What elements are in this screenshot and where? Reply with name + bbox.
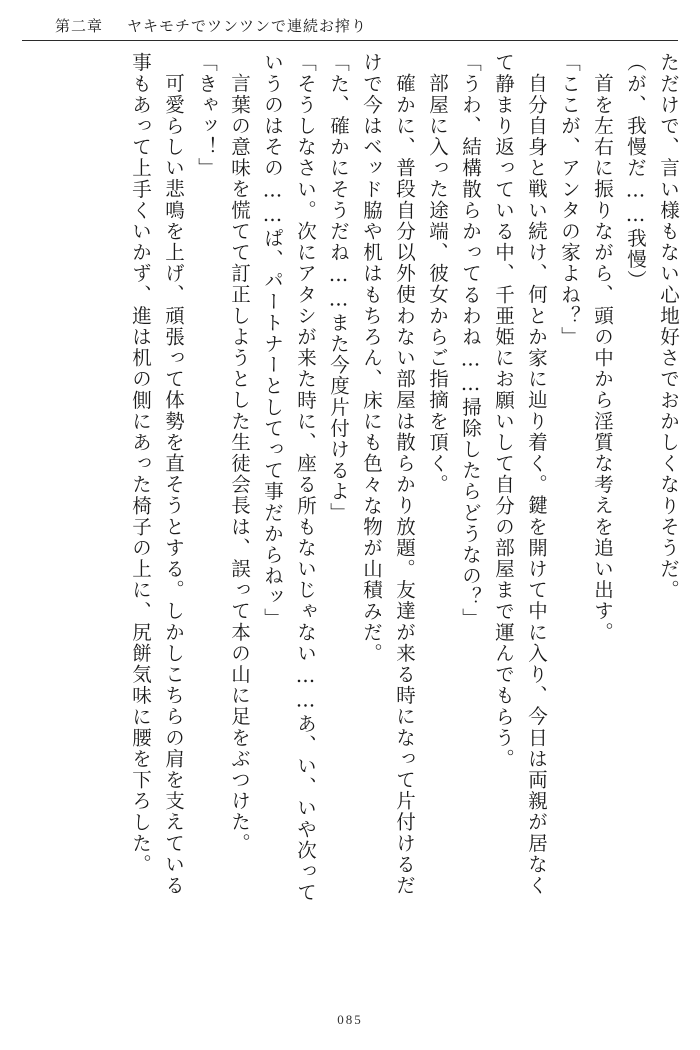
- text-column: 確かに、普段自分以外使わない部屋は散らかり放題。友達が来る時になって片付けるだ: [393, 73, 416, 896]
- page-number: 085: [337, 1012, 363, 1027]
- text-column: いうのはその……ぱ、パートナーとしてって事だからねッ」: [261, 52, 284, 629]
- text-column: 「た、確かにそうだね……また今度片付けるよ」: [327, 52, 350, 524]
- text-column: 可愛らしい悲鳴を上げ、頑張って体勢を直そうとする。しかしこちらの肩を支えている: [162, 73, 185, 896]
- header-divider: [22, 40, 678, 41]
- text-column: 部屋に入った途端、彼女からご指摘を頂く。: [426, 73, 449, 495]
- text-column: 「ここが、アンタの家よね？」: [558, 52, 581, 348]
- chapter-title: ヤキモチでツンツンで連続お搾り: [127, 18, 368, 35]
- vertical-text-body: [22, 52, 678, 982]
- text-column: 「きゃッ！」: [195, 52, 218, 179]
- text-column: 事もあって上手くいかず、進は机の側にあった椅子の上に、尻餅気味に腰を下ろした。: [129, 52, 152, 875]
- text-column: （が、我慢だ……我慢）: [624, 52, 647, 292]
- text-column: ただけで、言い様もない心地好さでおかしくなりそうだ。: [657, 52, 680, 601]
- running-head: [0, 8, 700, 42]
- text-column: 自分自身と戦い続け、何とか家に辿り着く。鍵を開けて中に入り、今日は両親が居なく: [525, 73, 548, 896]
- text-column: 首を左右に振りながら、頭の中から淫質な考えを追い出す。: [591, 73, 614, 643]
- text-column: 言葉の意味を慌てて訂正しようとした生徒会長は、誤って本の山に足をぶつけた。: [228, 73, 251, 854]
- text-column: けで今はベッド脇や机はもちろん、床にも色々な物が山積みだ。: [360, 52, 383, 664]
- text-column: 「そうしなさい。次にアタシが来た時に、座る所もないじゃない……あ、い、いや次って: [294, 52, 317, 903]
- chapter-label: 第二章: [55, 18, 104, 35]
- text-column: 「うわ、結構散らかってるわね……掃除したらどうなの？」: [459, 52, 482, 629]
- text-column: て静まり返っている中、千亜姫にお願いして自分の部屋まで運んでもらう。: [492, 52, 515, 770]
